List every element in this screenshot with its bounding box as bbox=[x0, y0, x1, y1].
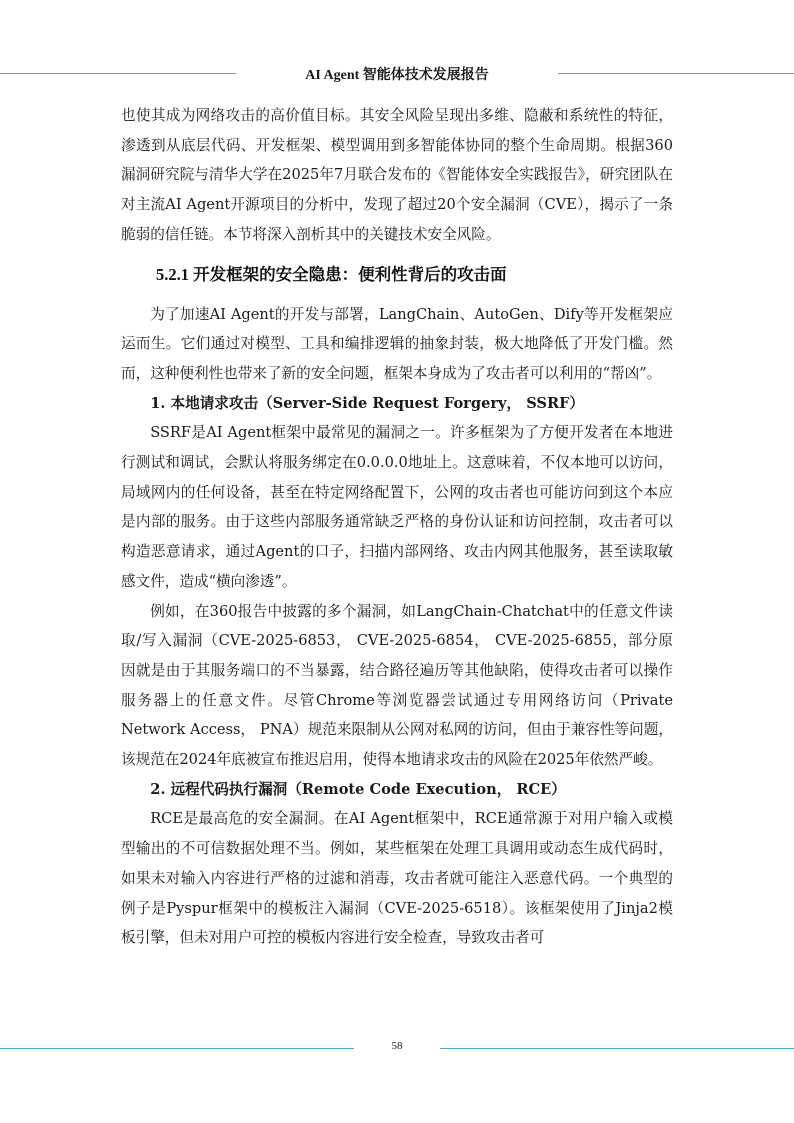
subsection-heading-ssrf: 1. 本地请求攻击（Server-Side Request Forgery， SSRF） bbox=[150, 394, 585, 412]
footer-rule-left bbox=[0, 1048, 354, 1049]
header-rule-left bbox=[0, 73, 236, 74]
running-header-title: AI Agent 智能体技术发展报告 bbox=[305, 68, 489, 83]
intro-paragraph: 也使其成为网络攻击的高价值目标。其安全风险呈现出多维、隐蔽和系统性的特征，渗透到从底层代码、开发框架、模型调用到多智能体协同的整个生命周期。根据360漏洞研究院与清华大学在2025年7月联合发布的《智能体安全实践报告》，研究团队在对主流AI Agent开源项目的分析中，发现了超过20个安全漏洞（CVE），揭示了一条脆弱的信任链。本节将深入剖析其中的关键技术安全风险。 bbox=[121, 107, 673, 243]
section-heading: 5.2.1 开发框架的安全隐患：便利性背后的攻击面 bbox=[156, 264, 507, 284]
section-intro-paragraph: 为了加速AI Agent的开发与部署，LangChain、AutoGen、Dify等开发框架应运而生。它们通过对模型、工具和编排逻辑的抽象封装，极大地降低了开发门槛。然而，这种便利性也带来了新的安全问题，框架本身成为了攻击者可以利用的“帮凶”。 bbox=[121, 305, 673, 382]
page-number: 58 bbox=[391, 1040, 403, 1052]
rce-paragraph-1: RCE是最高危的安全漏洞。在AI Agent框架中，RCE通常源于对用户输入或模型输出的不可信数据处理不当。例如，某些框架在处理工具调用或动态生成代码时，如果未对输入内容进行严格的过滤和消毒，攻击者就可能注入恶意代码。一个典型的例子是Pyspur框架中的模板注入漏洞（CVE-2025-6518）。该框架使用了Jinja2模板引擎，但未对用户可控的模板内容进行安全检查，导致攻击者可 bbox=[121, 810, 673, 947]
ssrf-paragraph-2: 例如，在360报告中披露的多个漏洞，如LangChain-Chatchat中的任意文件读取/写入漏洞（CVE-2025-6853， CVE-2025-6854， CVE-2025-6855，部分原因就是由于其服务端口的不当暴露，结合路径遍历等其他缺陷，使得攻击者可以操作服务器上的任意文件。尽管Chrome等浏览器尝试通过专用网络访问（Private Network Access， PNA）规范来限制从公网对私网的访问，但由于兼容性等问题，该规范在2024年底被宣布推迟启用，使得本地请求攻击的风险在2025年依然严峻。 bbox=[121, 602, 673, 769]
subsection-heading-rce: 2. 远程代码执行漏洞（Remote Code Execution， RCE） bbox=[150, 780, 566, 798]
header-rule-right bbox=[558, 73, 794, 74]
ssrf-paragraph-1: SSRF是AI Agent框架中最常见的漏洞之一。许多框架为了方便开发者在本地进行测试和调试，会默认将服务绑定在0.0.0.0地址上。这意味着，不仅本地可以访问，局域网内的任何设备，甚至在特定网络配置下，公网的攻击者也可能访问到这个本应是内部的服务。由于这些内部服务通常缺乏严格的身份认证和访问控制，攻击者可以构造恶意请求，通过Agent的口子，扫描内部网络、攻击内网其他服务，甚至读取敏感文件，造成“横向渗透”。 bbox=[121, 424, 673, 590]
footer-rule-right bbox=[440, 1048, 794, 1049]
page-content bbox=[121, 101, 673, 953]
